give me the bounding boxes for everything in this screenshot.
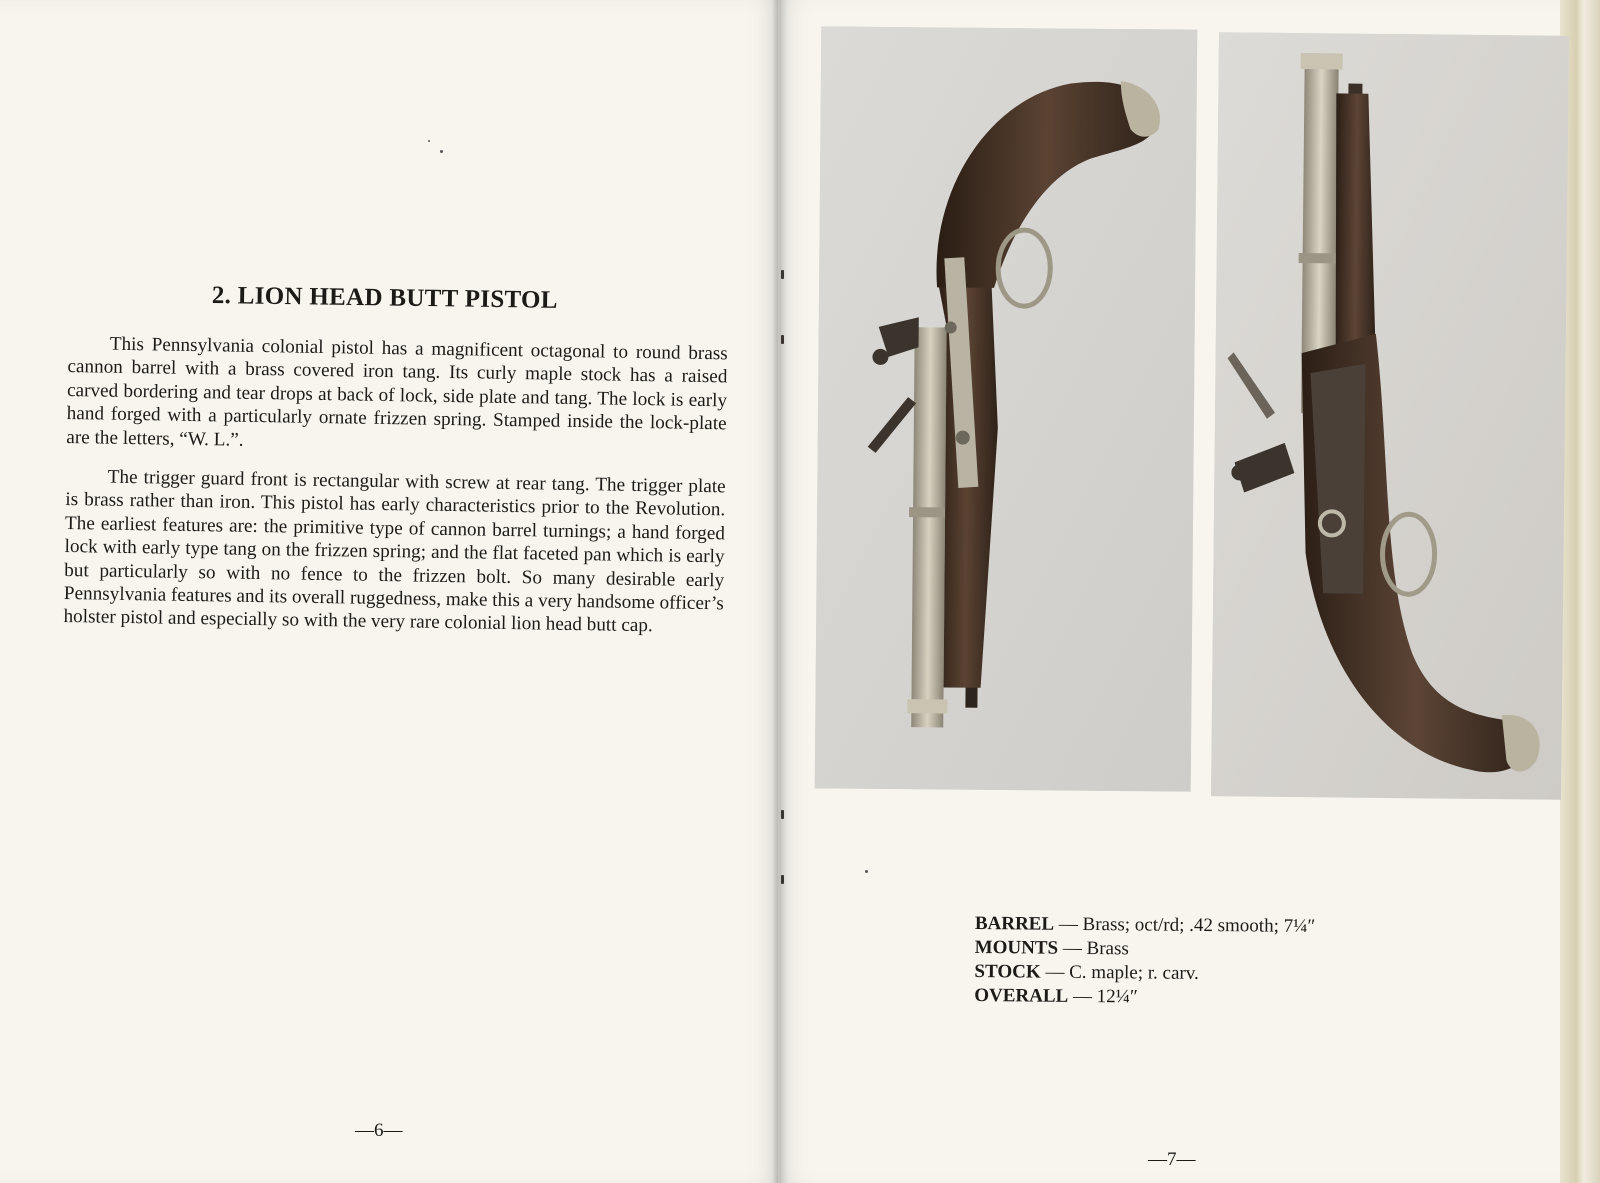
staple [781, 270, 784, 279]
page-title: 2. LION HEAD BUTT PISTOL [211, 282, 558, 314]
spec-value: C. maple; r. carv. [1069, 961, 1199, 984]
spec-label: STOCK [974, 960, 1041, 983]
spec-label: OVERALL [974, 984, 1069, 1007]
speck [440, 150, 443, 153]
spec-separator: — [1068, 985, 1097, 1008]
spec-label: MOUNTS [974, 936, 1059, 959]
flintlock-pistol-right-side-icon [1211, 32, 1569, 800]
paragraph-2: The trigger guard front is rectangular with screw at rear tang. The trigger plate is brass rather than iron. This pistol has early characteristics prior to the Revolution. The earliest features are: the primitive type of cannon barrel turnings; a hand forged lock with early type tang on the frizzen spring; and the flat faceted pan which is early but particularly so with no fence to the frizzen bolt. So many desirable early Pennsylvania features and its overall ruggedness, make this a very handsome officer’s holster pistol and especially so with the very rare colonial lion head butt cap. [63, 466, 726, 637]
pistol-photo-right [1211, 32, 1569, 800]
book-gutter [772, 0, 788, 1183]
pistol-photo-left [815, 26, 1198, 791]
paragraph-1: This Pennsylvania colonial pistol has a magnificent octagonal to round brass cannon barrel with a brass covered iron tang. Its curly maple stock has a raised carved bordering and tear drops at back of lock, side plate and tang. The lock is early hand forged with a particularly ornate frizzen spring. Stamped inside the lock-plate are the letters, “W. L.”. [66, 333, 728, 451]
page-number-left: —6— [355, 1120, 403, 1141]
flintlock-pistol-left-side-icon [815, 26, 1198, 791]
spec-separator: — [1040, 961, 1070, 983]
specifications [974, 912, 1435, 1012]
spec-row-overall [974, 984, 1434, 1012]
staple [781, 335, 784, 344]
spec-value: Brass [1086, 937, 1129, 960]
description-text [63, 332, 728, 655]
speck [428, 140, 430, 142]
spec-value: Brass; oct/rd; .42 smooth; 7¼″ [1082, 913, 1316, 937]
spec-value: 12¼″ [1096, 986, 1138, 1008]
spec-separator: — [1058, 937, 1087, 959]
staple [781, 810, 784, 819]
left-page [0, 0, 778, 1183]
spec-separator: — [1053, 913, 1083, 935]
spec-label: BARREL [974, 912, 1055, 935]
speck [865, 870, 868, 873]
staple [781, 875, 784, 884]
page-number-right: —7— [1148, 1149, 1196, 1170]
